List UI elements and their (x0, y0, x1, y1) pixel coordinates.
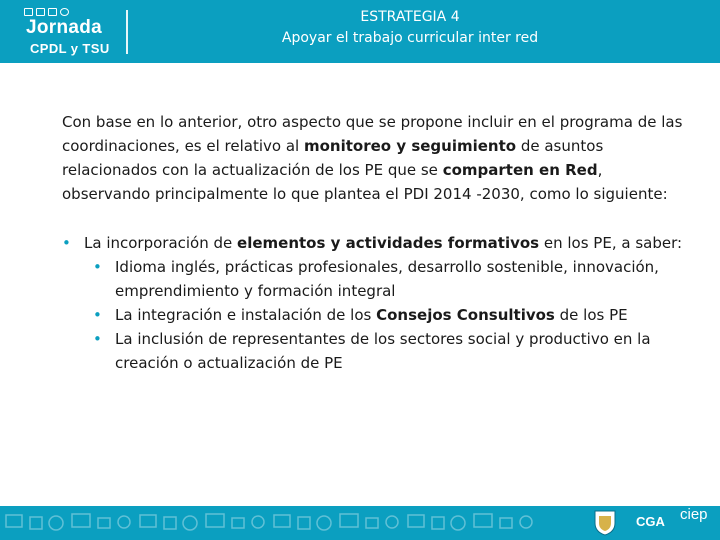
sub-bullet-2 (62, 303, 684, 327)
sub-bullet-marker: • (93, 258, 102, 276)
logo-icons (24, 8, 69, 16)
bullet-text-1: La incorporación de (84, 234, 238, 252)
bullet-bold: elementos y actividades formativos (237, 234, 540, 252)
jornada-logo (6, 3, 146, 61)
sub-bullet-3 (62, 327, 684, 375)
bullet-marker: • (62, 234, 71, 252)
footer-icon-pattern (0, 509, 560, 537)
sub-bullet-1 (62, 255, 684, 303)
monitor-icon (24, 8, 33, 16)
main-bullet (62, 231, 684, 255)
sub-bullet-1-text: Idioma inglés, prácticas profesionales, desarrollo sostenible, innovación, emprendimiento y formación integral (115, 258, 659, 300)
cga-logo: CGA (636, 514, 665, 529)
intro-paragraph (62, 110, 684, 206)
intro-bold-2: comparten en Red (442, 161, 598, 179)
title-line-1: ESTRATEGIA 4 (360, 9, 460, 25)
title-line-2: Apoyar el trabajo curricular inter red (281, 30, 539, 46)
calendar-icon (36, 8, 45, 16)
logo-divider (126, 10, 128, 54)
intro-bold-1: monitoreo y seguimiento (303, 137, 517, 155)
logo-word: Jornada (26, 17, 103, 38)
screen-icon (48, 8, 57, 16)
sub-bullet-3-text: La inclusión de representantes de los sectores social y productivo en la creación o actualización de PE (115, 330, 651, 372)
bullet-text-2: en los PE, a saber: (539, 234, 683, 252)
sub-bullet-marker: • (93, 330, 102, 348)
sub-bullet-2-bold: Consejos Consultivos (376, 306, 555, 324)
intro-text-2: de asuntos relacionados con la actualización de los PE que se (62, 137, 604, 179)
university-seal-icon (592, 508, 618, 536)
slide-body (62, 110, 684, 375)
sub-bullet-marker: • (93, 306, 102, 324)
intro-text-1: Con base en lo anterior, otro aspecto que se propone incluir en el programa de las coordinaciones, es el relativo al (62, 113, 683, 155)
header-bar (0, 0, 720, 63)
slide-title (160, 7, 660, 49)
intro-text-3: , observando principalmente lo que plantea el PDI 2014 -2030, como lo siguiente: (62, 161, 668, 203)
clock-icon (60, 8, 69, 16)
sub-bullet-2-text-2: de los PE (554, 306, 628, 324)
ciep-logo: ciep (680, 506, 708, 523)
sub-bullet-2-text-1: La integración e instalación de los (115, 306, 377, 324)
logo-subtitle: CPDL y TSU (30, 41, 110, 56)
